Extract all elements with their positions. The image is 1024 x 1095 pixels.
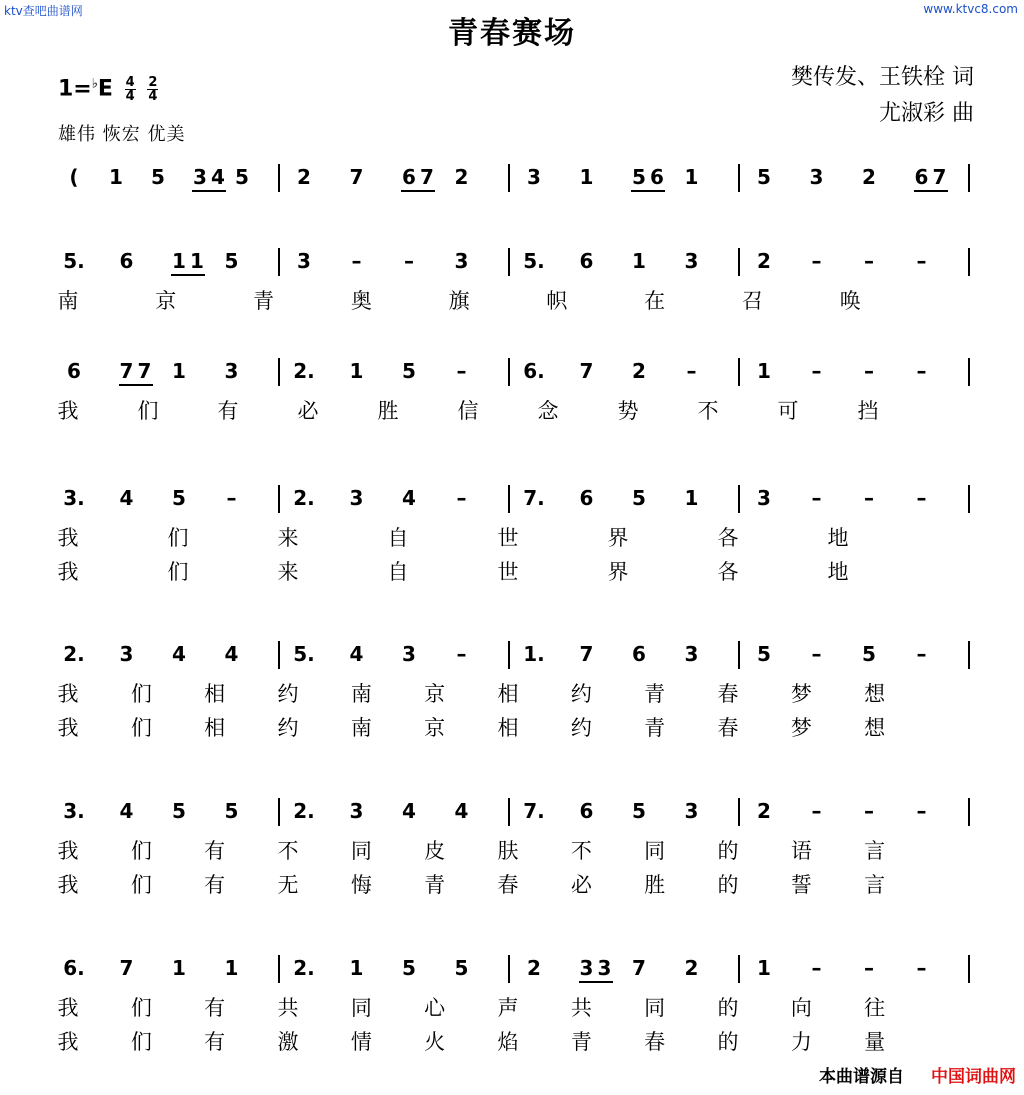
note: 4 <box>402 486 416 510</box>
eighth-underline <box>119 384 153 386</box>
note: 1. <box>523 642 545 666</box>
lyric-char: 南 <box>57 289 79 313</box>
lyric-char: 语 <box>790 839 812 863</box>
lyric-char: 们 <box>137 399 159 423</box>
lyric-char: 约 <box>570 682 592 706</box>
lyrics-line <box>0 396 1024 426</box>
lyric-char: 往 <box>864 996 886 1020</box>
barline <box>968 798 970 826</box>
note: 1 <box>172 956 186 980</box>
lyric-char: 们 <box>130 682 152 706</box>
note: 4 <box>119 486 134 510</box>
barline <box>968 164 970 192</box>
lyric-char: 同 <box>644 996 666 1020</box>
lyric-char: 信 <box>457 399 479 423</box>
note: 5 <box>632 799 646 823</box>
time-signature-1 <box>125 76 136 103</box>
barline <box>968 641 970 669</box>
note: 3. <box>63 799 85 823</box>
note: 7. <box>523 799 545 823</box>
notation-line <box>0 951 1024 985</box>
lyric-char: 焰 <box>497 1030 519 1054</box>
notation-line <box>0 354 1024 388</box>
lyric-char: 们 <box>130 839 152 863</box>
note: 1 <box>757 956 771 980</box>
note: 7 <box>632 956 646 980</box>
dash: – <box>456 359 467 383</box>
lyric-char: 誓 <box>790 873 812 897</box>
barline <box>968 955 970 983</box>
note: 3 <box>684 799 699 823</box>
lyric-char: 南 <box>350 682 372 706</box>
eighth-underline <box>192 190 226 192</box>
lyric-char: 梦 <box>790 682 812 706</box>
key-prefix: 1= <box>58 76 92 102</box>
lyric-char: 青 <box>644 716 666 740</box>
note: 2 <box>757 249 771 273</box>
lyric-char: 界 <box>607 526 629 550</box>
lyric-char: 我 <box>57 526 79 550</box>
note: 3 <box>402 642 416 666</box>
note: 4 <box>119 799 134 823</box>
lyric-char: 相 <box>497 682 519 706</box>
lyric-char: 我 <box>57 560 79 584</box>
lyric-char: 我 <box>57 1030 79 1054</box>
note: 3 <box>349 799 364 823</box>
lyric-char: 地 <box>827 526 849 550</box>
lyric-char: 我 <box>57 839 79 863</box>
note: 6 <box>579 249 594 273</box>
note: 3 <box>224 359 239 383</box>
note: 5 <box>224 249 239 273</box>
note: 1 <box>190 249 204 273</box>
lyric-char: 梦 <box>790 716 812 740</box>
lyric-char: 有 <box>204 873 226 897</box>
note: 3 <box>119 642 134 666</box>
note: 2. <box>293 799 315 823</box>
lyric-char: 相 <box>204 716 226 740</box>
note: 5 <box>402 359 416 383</box>
note: 2 <box>757 799 771 823</box>
note: 7 <box>420 165 434 189</box>
note: 1 <box>757 359 771 383</box>
meter2-num: 2 <box>148 75 158 90</box>
lyrics-line <box>0 523 1024 553</box>
lyric-char: 可 <box>777 399 799 423</box>
note: 1 <box>172 249 186 273</box>
note: 2 <box>684 956 699 980</box>
lyric-char: 想 <box>864 682 886 706</box>
lyrics-line <box>0 870 1024 900</box>
barline <box>508 248 510 276</box>
barline <box>738 955 740 983</box>
lyrics-line <box>0 836 1024 866</box>
dash: – <box>226 486 237 510</box>
barline <box>278 641 280 669</box>
notation-line <box>0 481 1024 515</box>
lyric-char: 们 <box>130 716 152 740</box>
dash: – <box>864 249 874 273</box>
note: 4 <box>224 642 239 666</box>
barline <box>278 248 280 276</box>
lyric-char: 青 <box>253 289 275 313</box>
note: 3 <box>527 165 541 189</box>
lyric-char: 各 <box>717 560 739 584</box>
barline <box>508 641 510 669</box>
lyric-char: 火 <box>424 1030 446 1054</box>
note: 1 <box>349 956 364 980</box>
note: 7 <box>119 359 134 383</box>
dash: – <box>916 799 927 823</box>
lyric-char: 自 <box>387 560 409 584</box>
lyric-char: 同 <box>350 996 372 1020</box>
barline <box>738 485 740 513</box>
key-signature <box>58 76 158 103</box>
note: 6 <box>67 359 81 383</box>
eighth-underline <box>914 190 948 192</box>
barline <box>278 164 280 192</box>
note: 2. <box>293 956 315 980</box>
note: 4 <box>211 165 225 189</box>
note: 5 <box>632 486 646 510</box>
lyric-char: 地 <box>827 560 849 584</box>
lyric-char: 奥 <box>350 289 372 313</box>
lyric-char: 有 <box>204 996 226 1020</box>
note: 1 <box>224 956 239 980</box>
barline <box>278 798 280 826</box>
barline <box>278 358 280 386</box>
barline <box>508 798 510 826</box>
note: 5 <box>757 165 771 189</box>
lyric-char: 们 <box>167 560 189 584</box>
lyric-char: 唤 <box>839 289 861 313</box>
lyric-char: 界 <box>607 560 629 584</box>
lyric-char: 青 <box>644 682 666 706</box>
lyric-char: 帜 <box>546 289 568 313</box>
note: 3. <box>63 486 85 510</box>
barline <box>278 485 280 513</box>
dash: – <box>864 486 874 510</box>
barline <box>968 485 970 513</box>
lyric-char: 的 <box>717 873 739 897</box>
note: 1 <box>579 165 594 189</box>
barline <box>508 164 510 192</box>
lyric-char: 胜 <box>644 873 666 897</box>
meter2-den: 4 <box>148 89 158 104</box>
note: 1 <box>684 165 699 189</box>
barline <box>738 798 740 826</box>
lyric-char: 言 <box>864 873 886 897</box>
note: 7 <box>349 165 364 189</box>
note: 5 <box>757 642 771 666</box>
lyrics-line <box>0 557 1024 587</box>
lyric-char: 不 <box>277 839 299 863</box>
lyric-char: 约 <box>277 682 299 706</box>
lyric-char: 共 <box>570 996 592 1020</box>
lyrics-line <box>0 679 1024 709</box>
meter1-den: 4 <box>125 89 135 104</box>
lyric-char: 皮 <box>424 839 446 863</box>
notation-line <box>0 160 1024 194</box>
dash: – <box>916 486 927 510</box>
note: 6 <box>914 165 929 189</box>
dash: – <box>864 359 874 383</box>
note: 2 <box>632 359 646 383</box>
lyric-char: 春 <box>644 1030 666 1054</box>
note: 7 <box>932 165 947 189</box>
lyric-char: 势 <box>617 399 639 423</box>
note: 3 <box>349 486 364 510</box>
lyric-char: 必 <box>297 399 319 423</box>
note: 5 <box>151 165 165 189</box>
barline <box>278 955 280 983</box>
eighth-underline <box>171 274 205 276</box>
lyric-char: 我 <box>57 996 79 1020</box>
note: 5 <box>172 799 186 823</box>
note: 3 <box>684 642 699 666</box>
lyric-char: 旗 <box>448 289 470 313</box>
lyric-char: 我 <box>57 399 79 423</box>
lyric-char: 们 <box>130 873 152 897</box>
lyric-char: 有 <box>217 399 239 423</box>
lyric-char: 各 <box>717 526 739 550</box>
lyric-char: 世 <box>497 560 519 584</box>
lyric-char: 来 <box>277 560 299 584</box>
lyric-char: 同 <box>644 839 666 863</box>
lyric-char: 胜 <box>377 399 399 423</box>
lyric-char: 量 <box>864 1030 886 1054</box>
eighth-underline <box>401 190 435 192</box>
lyricist-credit: 樊传发、王铁栓 词 <box>791 65 974 90</box>
note: 7 <box>137 359 152 383</box>
barline <box>738 164 740 192</box>
lyric-char: 我 <box>57 716 79 740</box>
dash: – <box>811 799 822 823</box>
note: 6. <box>523 359 545 383</box>
barline <box>968 248 970 276</box>
note: 6 <box>579 486 594 510</box>
lyric-char: 京 <box>155 289 177 313</box>
notation-line <box>0 637 1024 671</box>
note: 6 <box>650 165 664 189</box>
note: 4 <box>349 642 364 666</box>
site-watermark-right: www.ktvc8.com <box>923 2 1018 16</box>
note: 6. <box>63 956 85 980</box>
lyric-char: 激 <box>277 1030 299 1054</box>
note: 6 <box>119 249 134 273</box>
note: 5 <box>224 799 239 823</box>
dash: – <box>811 249 822 273</box>
dash: – <box>456 642 467 666</box>
note: 5 <box>402 956 416 980</box>
note: 2. <box>293 486 315 510</box>
lyric-char: 来 <box>277 526 299 550</box>
eighth-underline <box>631 190 665 192</box>
note: 7 <box>579 359 594 383</box>
note: 6 <box>402 165 416 189</box>
barline <box>508 358 510 386</box>
dash: – <box>916 359 927 383</box>
lyric-char: 青 <box>570 1030 592 1054</box>
time-signature-2 <box>147 76 158 103</box>
note: 1 <box>632 249 646 273</box>
lyric-char: 约 <box>277 716 299 740</box>
lyric-char: 召 <box>741 289 763 313</box>
notation-line <box>0 244 1024 278</box>
lyric-char: 们 <box>167 526 189 550</box>
note: 5 <box>862 642 876 666</box>
note: 3 <box>193 165 207 189</box>
note: 4 <box>454 799 469 823</box>
dash: – <box>864 956 874 980</box>
lyric-char: 心 <box>424 996 446 1020</box>
lyric-char: 悔 <box>350 873 372 897</box>
key-note: E <box>97 76 113 102</box>
note: 2 <box>862 165 876 189</box>
note: 3 <box>809 165 824 189</box>
note: 2. <box>293 359 315 383</box>
dash: – <box>811 642 822 666</box>
dash: – <box>686 359 697 383</box>
note: 5. <box>523 249 545 273</box>
lyric-char: 南 <box>350 716 372 740</box>
lyric-char: 约 <box>570 716 592 740</box>
note: 7 <box>119 956 134 980</box>
lyric-char: 春 <box>497 873 519 897</box>
note: 1 <box>684 486 699 510</box>
note: 3 <box>454 249 469 273</box>
note: 5 <box>172 486 186 510</box>
barline <box>508 955 510 983</box>
dash: – <box>811 486 822 510</box>
note: 3 <box>597 956 612 980</box>
lyric-char: 想 <box>864 716 886 740</box>
lyric-char: 的 <box>717 1030 739 1054</box>
lyric-char: 必 <box>570 873 592 897</box>
lyric-char: 青 <box>424 873 446 897</box>
dash: – <box>351 249 362 273</box>
lyric-char: 世 <box>497 526 519 550</box>
note: 5 <box>632 165 646 189</box>
lyric-char: 我 <box>57 682 79 706</box>
lyric-char: 在 <box>644 289 666 313</box>
barline <box>738 248 740 276</box>
lyric-char: 春 <box>717 682 739 706</box>
footer-site: 中国词曲网 <box>931 1067 1016 1087</box>
lyric-char: 情 <box>350 1030 372 1054</box>
lyric-char: 肤 <box>497 839 519 863</box>
lyric-char: 春 <box>717 716 739 740</box>
note: 2 <box>527 956 541 980</box>
note: 1 <box>109 165 123 189</box>
lyric-char: 向 <box>790 996 812 1020</box>
lyric-char: 相 <box>204 682 226 706</box>
barline <box>738 641 740 669</box>
note: 2. <box>63 642 85 666</box>
lyric-char: 京 <box>424 716 446 740</box>
dash: – <box>811 359 822 383</box>
note: 5. <box>63 249 85 273</box>
note: 4 <box>402 799 416 823</box>
dash: – <box>916 642 927 666</box>
lyric-char: 挡 <box>857 399 879 423</box>
note: 3 <box>579 956 594 980</box>
lyric-char: 自 <box>387 526 409 550</box>
lyric-char: 有 <box>204 1030 226 1054</box>
barline <box>968 358 970 386</box>
lyric-char: 无 <box>277 873 299 897</box>
lyric-char: 共 <box>277 996 299 1020</box>
note: 3 <box>757 486 771 510</box>
lyric-char: 不 <box>570 839 592 863</box>
lyric-char: 们 <box>130 1030 152 1054</box>
lyric-char: 不 <box>697 399 719 423</box>
note: 1 <box>172 359 186 383</box>
lyric-char: 念 <box>537 399 559 423</box>
note: 6 <box>632 642 646 666</box>
lyrics-line <box>0 993 1024 1023</box>
barline <box>508 485 510 513</box>
note: 6 <box>579 799 594 823</box>
flat-sign: ♭ <box>91 76 98 92</box>
lyric-char: 力 <box>790 1030 812 1054</box>
dash: – <box>916 249 927 273</box>
lyrics-line <box>0 1027 1024 1057</box>
lyric-char: 京 <box>424 682 446 706</box>
lyric-char: 声 <box>497 996 519 1020</box>
lyrics-line <box>0 713 1024 743</box>
lyric-char: 的 <box>717 996 739 1020</box>
note: ( <box>69 165 79 189</box>
eighth-underline <box>579 981 613 983</box>
note: 4 <box>172 642 186 666</box>
dash: – <box>404 249 414 273</box>
note: 3 <box>684 249 699 273</box>
note: 1 <box>349 359 364 383</box>
note: 2 <box>454 165 469 189</box>
lyric-char: 我 <box>57 873 79 897</box>
lyric-char: 的 <box>717 839 739 863</box>
dash: – <box>456 486 467 510</box>
barline <box>738 358 740 386</box>
tempo-mood: 雄伟 恢宏 优美 <box>58 124 186 145</box>
lyric-char: 们 <box>130 996 152 1020</box>
composer-credit: 尤淑彩 曲 <box>879 101 974 126</box>
song-title: 青春赛场 <box>448 16 576 51</box>
meter1-num: 4 <box>125 75 135 90</box>
lyric-char: 相 <box>497 716 519 740</box>
lyric-char: 有 <box>204 839 226 863</box>
lyric-char: 同 <box>350 839 372 863</box>
lyric-char: 言 <box>864 839 886 863</box>
dash: – <box>811 956 822 980</box>
dash: – <box>916 956 927 980</box>
note: 5 <box>454 956 469 980</box>
note: 2 <box>297 165 311 189</box>
footer-source: 本曲谱源自 <box>819 1067 904 1087</box>
dash: – <box>864 799 874 823</box>
note: 7 <box>579 642 594 666</box>
notation-line <box>0 794 1024 828</box>
note: 5 <box>235 165 249 189</box>
note: 5. <box>293 642 315 666</box>
note: 7. <box>523 486 545 510</box>
lyrics-line <box>0 286 1024 316</box>
note: 3 <box>297 249 311 273</box>
site-watermark-left: ktv查吧曲谱网 <box>4 4 83 18</box>
